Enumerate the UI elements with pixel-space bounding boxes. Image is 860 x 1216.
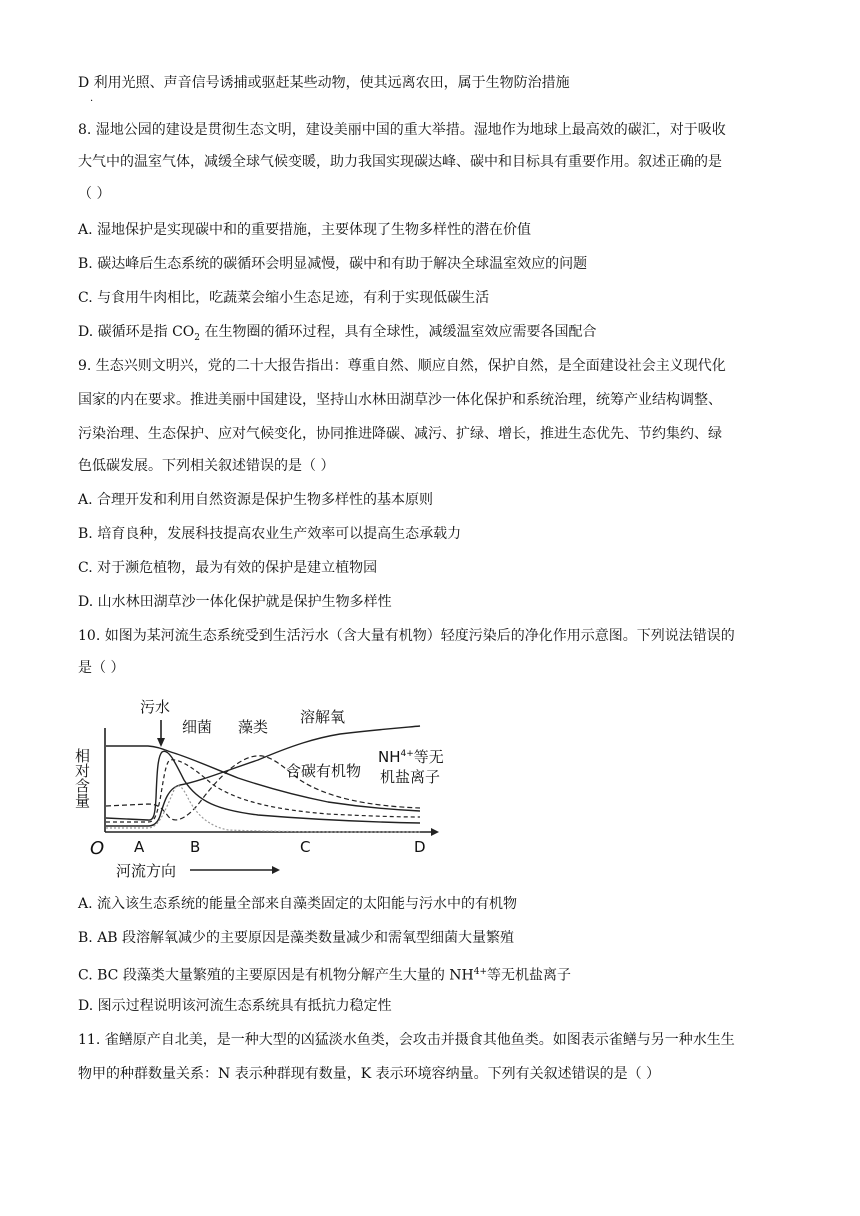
q9-option-d: D. 山水林田湖草沙一体化保护就是保护生物多样性 — [78, 594, 392, 610]
q8-d-text-post: 在生物圈的循环过程，具有全球性，减缓温室效应需要各国配合 — [200, 324, 597, 340]
river-purification-figure — [73, 690, 458, 886]
q10-option-d: D. 图示过程说明该河流生态系统具有抵抗力稳定性 — [78, 998, 392, 1014]
q8-option-c: C. 与食用牛肉相比，吃蔬菜会缩小生态足迹，有利于实现低碳生活 — [78, 290, 490, 306]
q9-stem-line3: 污染治理、生态保护、应对气候变化，协同推进降碳、减污、扩绿、增长，推进生态优先、节约集约、绿 — [78, 426, 722, 442]
river-direction-label: 河流方向 — [116, 862, 177, 880]
q8-option-a: A. 湿地保护是实现碳中和的重要措施，主要体现了生物多样性的潜在价值 — [78, 222, 532, 238]
algae-label: 藻类 — [238, 718, 269, 736]
q9-stem-line1: 9. 生态兴则文明兴，党的二十大报告指出：尊重自然、顺应自然，保护自然，是全面建设社会主义现代化 — [78, 358, 726, 374]
q9-option-a: A. 合理开发和利用自然资源是保护生物多样性的基本原则 — [78, 492, 434, 508]
q8-answer-blank: （ ） — [78, 186, 111, 202]
q9-stem-line4: 色低碳发展。下列相关叙述错误的是（ ） — [78, 458, 335, 474]
q9-option-c: C. 对于濒危植物，最为有效的保护是建立植物园 — [78, 560, 378, 576]
nh4-curve — [106, 760, 420, 822]
q7-option-d: D 利用光照、声音信号诱捕或驱赶某些动物，使其远离农田，属于生物防治措施 — [78, 75, 570, 91]
q10-option-a: A. 流入该生态系统的能量全部来自藻类固定的太阳能与污水中的有机物 — [78, 896, 518, 912]
sewage-arrow-head — [157, 738, 165, 747]
origin-label: O — [90, 838, 105, 859]
q10-c-superscript: 4+ — [473, 967, 488, 977]
q8-d-subscript: 2 — [194, 332, 200, 343]
organic-carbon-label: 含碳有机物 — [286, 762, 362, 780]
point-c-label: C — [300, 838, 311, 856]
algae-curve — [106, 756, 420, 820]
point-d-label: D — [414, 838, 426, 856]
q10-option-b: B. AB 段溶解氧减少的主要原因是藻类数量减少和需氧型细菌大量繁殖 — [78, 930, 515, 946]
point-b-label: B — [190, 838, 201, 856]
q8-stem-line1: 8. 湿地公园的建设是贯彻生态文明，建设美丽中国的重大举措。湿地作为地球上最高效的碳汇，对于吸收 — [78, 122, 726, 138]
q8-d-text-pre: D. 碳循环是指 CO — [78, 324, 195, 340]
bacteria-curve — [106, 751, 420, 823]
q10-stem-line2: 是（ ） — [78, 660, 125, 676]
q8-option-b: B. 碳达峰后生态系统的碳循环会明显减慢，碳中和有助于解决全球温室效应的问题 — [78, 256, 588, 272]
direction-arrow-head — [272, 866, 280, 874]
q11-stem-line1: 11. 雀鳝原产自北美，是一种大型的凶猛淡水鱼类，会攻击并摄食其他鱼类。如图表示雀鳝与另一种水生生 — [78, 1032, 735, 1048]
q10-stem-line1: 10. 如图为某河流生态系统受到生活污水（含大量有机物）轻度污染后的净化作用示意图。下列说法错误的 — [78, 628, 735, 644]
q9-stem-line2: 国家的内在要求。推进美丽中国建设，坚持山水林田湖草沙一体化保护和系统治理，统筹产业结构调整、 — [78, 392, 722, 408]
nh4-label: $NH^{4+}$等无 — [378, 748, 444, 766]
point-a-label: A — [134, 838, 145, 856]
q8-stem-line2: 大气中的温室气体，减缓全球气候变暖，助力我国实现碳达峰、碳中和目标具有重要作用。叙述正确的是 — [78, 154, 722, 170]
q9-option-b: B. 培育良种，发展科技提高农业生产效率可以提高生态承载力 — [78, 526, 462, 542]
q8-option-d — [78, 322, 596, 348]
sewage-label: 污水 — [140, 698, 171, 716]
x-axis-arrow — [431, 828, 439, 836]
dissolved-oxygen-curve — [106, 726, 420, 826]
bullet-dot: · — [90, 96, 94, 107]
oxygen-label: 溶解氧 — [300, 708, 346, 726]
q10-option-c — [78, 962, 571, 986]
q10-c-text-post: 等无机盐离子 — [487, 967, 572, 984]
y-axis-label: 相对含量 — [73, 748, 91, 808]
bacteria-label: 细菌 — [182, 718, 213, 736]
inorganic-salt-label: 机盐离子 — [380, 768, 441, 786]
q10-c-text-pre: C. BC 段藻类大量繁殖的主要原因是有机物分解产生大量的 NH — [78, 967, 474, 984]
q11-stem-line2: 物甲的种群数量关系：N 表示种群现有数量，K 表示环境容纳量。下列有关叙述错误的是（ ） — [78, 1066, 661, 1082]
